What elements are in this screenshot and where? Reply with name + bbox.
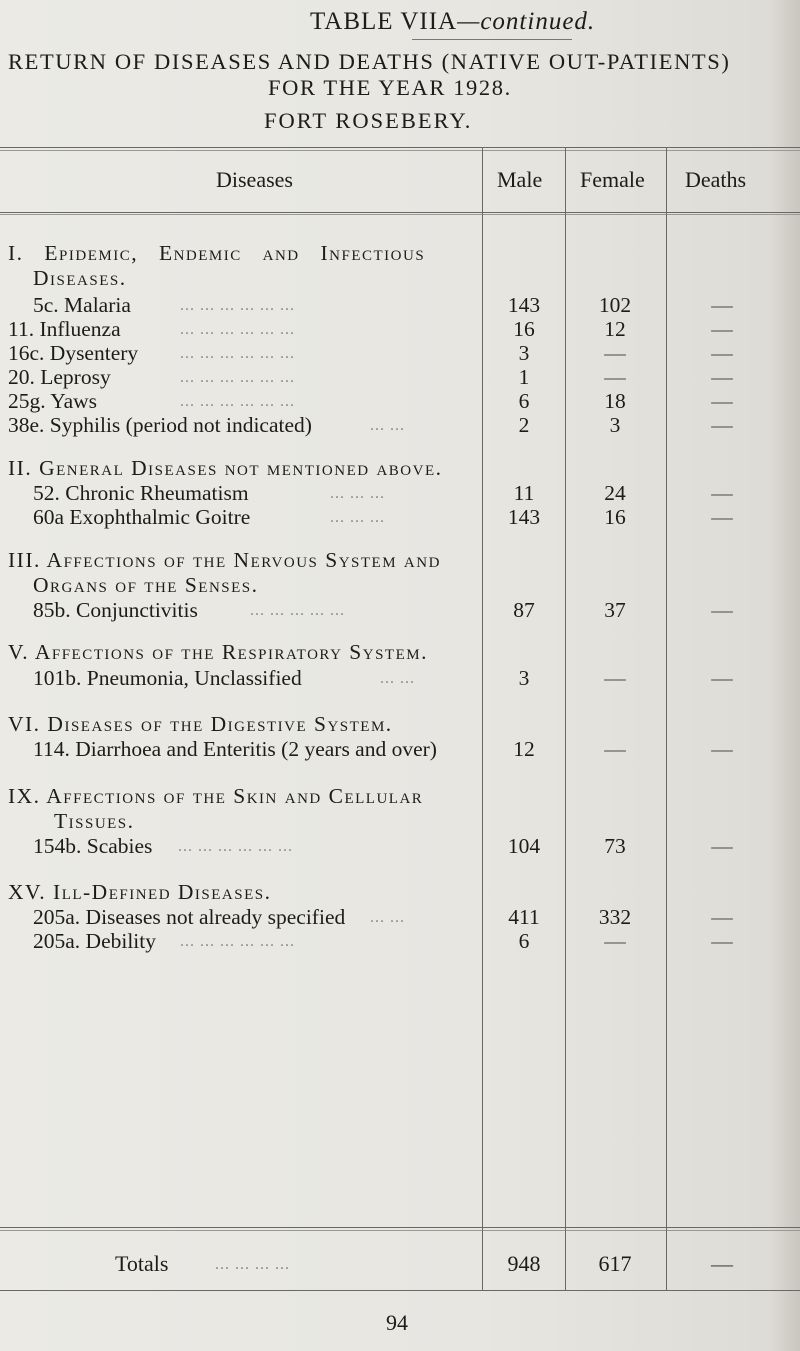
female-count: 73 xyxy=(604,834,626,858)
leader-dots: ... ... ... ... ... ... xyxy=(180,369,295,386)
disease-label: 52. Chronic Rheumatism xyxy=(33,481,249,505)
leader-dots: ... ... ... ... ... ... xyxy=(180,345,295,362)
male-count: 16 xyxy=(513,317,535,341)
totals-top-rule-2 xyxy=(0,1230,800,1231)
section-heading-cont: Organs of the Senses. xyxy=(33,573,259,597)
station-title: FORT ROSEBERY. xyxy=(264,108,473,133)
male-count: 143 xyxy=(507,505,541,529)
section-heading-cont: Tissues. xyxy=(54,809,135,833)
table-top-rule-2 xyxy=(0,150,800,151)
deaths-count: — xyxy=(711,834,733,858)
disease-label: 38e. Syphilis (period not indicated) xyxy=(8,413,312,437)
disease-label: 5c. Malaria xyxy=(33,293,131,317)
section-heading: V. Affections of the Respiratory System. xyxy=(8,640,428,664)
female-count: 3 xyxy=(609,413,621,437)
deaths-count: — xyxy=(711,389,733,413)
male-count: 12 xyxy=(513,737,535,761)
female-count: — xyxy=(604,929,626,953)
column-divider-deaths xyxy=(666,148,667,1290)
disease-label: 85b. Conjunctivitis xyxy=(33,598,198,622)
female-count: 102 xyxy=(598,293,632,317)
deaths-count: — xyxy=(711,481,733,505)
table-label: TABLE VIIA xyxy=(310,8,458,35)
male-count: 6 xyxy=(518,929,530,953)
section-heading: IX. Affections of the Skin and Cellular xyxy=(8,784,424,808)
return-title: RETURN OF DISEASES AND DEATHS (NATIVE OUT-PATIENTS) xyxy=(8,49,731,74)
year-line: FOR THE YEAR 1928. xyxy=(268,75,512,100)
female-count: — xyxy=(604,737,626,761)
leader-dots: ... ... ... ... ... ... xyxy=(180,321,295,338)
table-title xyxy=(310,8,595,36)
column-divider-female xyxy=(565,148,566,1290)
deaths-count: — xyxy=(711,905,733,929)
section-heading: VI. Diseases of the Digestive System. xyxy=(8,712,393,736)
female-count: 12 xyxy=(604,317,626,341)
disease-label: 20. Leprosy xyxy=(8,365,111,389)
leader-dots: ... ... xyxy=(370,909,405,926)
column-header-deaths: Deaths xyxy=(685,167,747,192)
leader-dots: ... ... ... ... ... ... xyxy=(180,297,295,314)
header-bottom-rule-2 xyxy=(0,214,800,215)
totals-label: Totals xyxy=(115,1251,169,1276)
table-continued: —continued. xyxy=(457,8,596,35)
deaths-count: — xyxy=(711,666,733,690)
female-count: — xyxy=(604,341,626,365)
section-heading: III. Affections of the Nervous System and xyxy=(8,548,441,572)
leader-dots: ... ... ... xyxy=(330,509,385,526)
disease-label: 205a. Diseases not already specified xyxy=(33,905,346,929)
deaths-count: — xyxy=(711,505,733,529)
female-count: 37 xyxy=(604,598,626,622)
female-count: 18 xyxy=(604,389,626,413)
section-heading: II. General Diseases not mentioned above. xyxy=(8,456,443,480)
deaths-count: — xyxy=(711,413,733,437)
disease-label: 114. Diarrhoea and Enteritis (2 years and over) xyxy=(33,737,437,761)
totals-deaths: — xyxy=(711,1251,733,1276)
female-count: 332 xyxy=(598,905,632,929)
column-header-diseases: Diseases xyxy=(216,167,293,192)
male-count: 6 xyxy=(518,389,530,413)
disease-label: 205a. Debility xyxy=(33,929,157,953)
table-top-rule xyxy=(0,147,800,148)
leader-dots: ... ... ... ... ... ... xyxy=(180,933,295,950)
male-count: 3 xyxy=(518,666,530,690)
leader-dots: ... ... ... ... ... ... xyxy=(178,838,293,855)
female-count: 16 xyxy=(604,505,626,529)
male-count: 143 xyxy=(507,293,541,317)
totals-bottom-rule xyxy=(0,1290,800,1291)
leader-dots: ... ... ... ... ... ... xyxy=(180,393,295,410)
deaths-count: — xyxy=(711,293,733,317)
column-header-female: Female xyxy=(580,167,645,192)
male-count: 411 xyxy=(508,905,540,929)
male-count: 3 xyxy=(518,341,530,365)
section-heading-cont: Diseases. xyxy=(33,266,127,290)
leader-dots: ... ... xyxy=(370,417,405,434)
male-count: 104 xyxy=(507,834,541,858)
leader-dots: ... ... ... ... xyxy=(215,1256,290,1273)
section-heading: XV. Ill-Defined Diseases. xyxy=(8,880,272,904)
page-number: 94 xyxy=(386,1310,408,1335)
totals-male: 948 xyxy=(507,1251,541,1276)
disease-label: 11. Influenza xyxy=(8,317,121,341)
header-bottom-rule xyxy=(0,212,800,213)
female-count: — xyxy=(604,365,626,389)
title-underline xyxy=(412,39,572,40)
column-divider-male xyxy=(482,148,483,1290)
totals-female: 617 xyxy=(598,1251,632,1276)
male-count: 87 xyxy=(513,598,535,622)
deaths-count: — xyxy=(711,365,733,389)
disease-label: 154b. Scabies xyxy=(33,834,153,858)
leader-dots: ... ... ... ... ... xyxy=(250,602,345,619)
disease-label: 101b. Pneumonia, Unclassified xyxy=(33,666,302,690)
female-count: 24 xyxy=(604,481,626,505)
totals-top-rule xyxy=(0,1227,800,1228)
column-header-male: Male xyxy=(497,167,543,192)
deaths-count: — xyxy=(711,317,733,341)
male-count: 11 xyxy=(513,481,535,505)
male-count: 1 xyxy=(518,365,530,389)
deaths-count: — xyxy=(711,341,733,365)
deaths-count: — xyxy=(711,598,733,622)
male-count: 2 xyxy=(518,413,530,437)
disease-label: 16c. Dysentery xyxy=(8,341,139,365)
deaths-count: — xyxy=(711,929,733,953)
female-count: — xyxy=(604,666,626,690)
disease-label: 25g. Yaws xyxy=(8,389,98,413)
deaths-count: — xyxy=(711,737,733,761)
section-heading: I. Epidemic, Endemic and Infectious xyxy=(8,241,426,265)
leader-dots: ... ... xyxy=(380,670,415,687)
leader-dots: ... ... ... xyxy=(330,485,385,502)
disease-label: 60a Exophthalmic Goitre xyxy=(33,505,251,529)
